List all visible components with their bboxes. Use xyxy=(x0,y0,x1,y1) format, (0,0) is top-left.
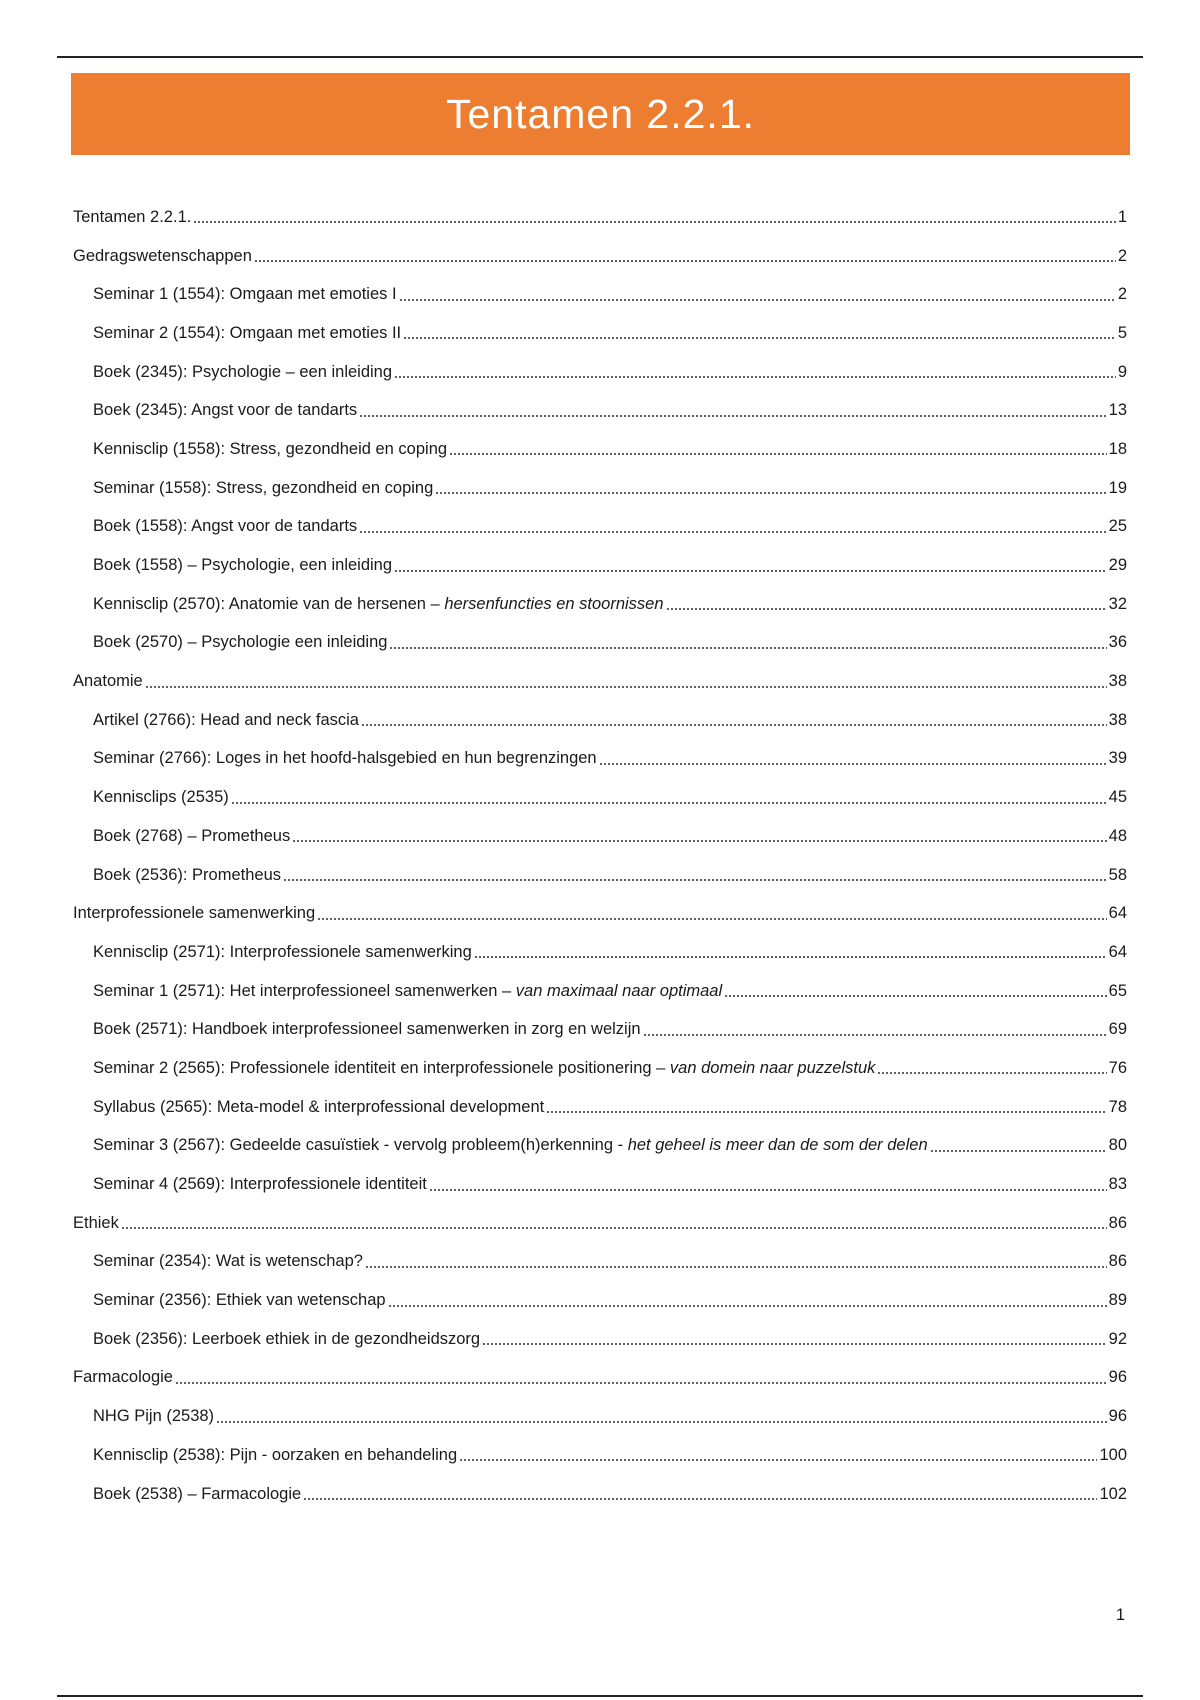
toc-dot-leader xyxy=(724,993,1106,999)
toc-entry-title: Boek (1558): Angst voor de tandarts xyxy=(93,517,358,536)
toc-entry-label xyxy=(93,401,357,420)
toc-page-number: 76 xyxy=(1108,1058,1127,1077)
toc-entry-title: Seminar (2766): Loges in het hoofd-halsgebied en hun begrenzingen xyxy=(93,749,597,768)
toc-page-number: 80 xyxy=(1108,1136,1127,1155)
toc-subsection-entry[interactable] xyxy=(73,469,1127,508)
toc-page-number: 102 xyxy=(1099,1484,1127,1503)
toc-entry-label xyxy=(93,285,397,304)
toc-entry-title: Seminar 1 (1554): Omgaan met emoties I xyxy=(93,285,397,304)
toc-entry-title: Seminar 1 (2571): Het interprofessioneel samenwerken – xyxy=(93,981,516,1000)
toc-page-number: 69 xyxy=(1108,1020,1127,1039)
toc-page-number: 83 xyxy=(1108,1175,1127,1194)
toc-subsection-entry[interactable] xyxy=(73,314,1127,353)
toc-entry-title: Boek (2538) – Farmacologie xyxy=(93,1484,302,1503)
toc-dot-leader xyxy=(459,1457,1097,1463)
toc-page-number: 1 xyxy=(1117,207,1127,226)
toc-dot-leader xyxy=(643,1032,1107,1038)
toc-page-number: 58 xyxy=(1108,865,1127,884)
toc-subsection-entry[interactable] xyxy=(73,1436,1127,1475)
toc-entry-label xyxy=(93,1059,875,1078)
toc-page-number: 86 xyxy=(1108,1252,1127,1271)
toc-dot-leader xyxy=(403,335,1116,341)
toc-entry-label xyxy=(93,440,447,459)
toc-page-number: 78 xyxy=(1108,1097,1127,1116)
toc-dot-leader xyxy=(482,1341,1107,1347)
toc-page-number: 92 xyxy=(1108,1329,1127,1348)
toc-dot-leader xyxy=(599,761,1107,767)
toc-dot-leader xyxy=(292,838,1106,844)
toc-entry-label xyxy=(93,556,392,575)
toc-page-number: 65 xyxy=(1108,981,1127,1000)
toc-dot-leader xyxy=(666,606,1107,612)
toc-subsection-entry[interactable] xyxy=(73,508,1127,547)
toc-dot-leader xyxy=(303,1496,1097,1502)
toc-entry-label xyxy=(93,1020,641,1039)
toc-dot-leader xyxy=(389,645,1106,651)
toc-dot-leader xyxy=(394,374,1116,380)
toc-entry-label xyxy=(93,827,290,846)
toc-page-number: 38 xyxy=(1108,710,1127,729)
toc-dot-leader xyxy=(359,529,1106,535)
toc-entry-title: Seminar (1558): Stress, gezondheid en coping xyxy=(93,478,434,497)
toc-entry-label xyxy=(93,1136,928,1155)
toc-section-entry[interactable] xyxy=(73,662,1127,701)
toc-page-number: 39 xyxy=(1108,749,1127,768)
toc-entry-label xyxy=(93,788,229,807)
toc-subsection-entry[interactable] xyxy=(73,778,1127,817)
toc-subsection-entry[interactable] xyxy=(73,1243,1127,1282)
toc-page-number: 2 xyxy=(1117,285,1127,304)
toc-dot-leader xyxy=(145,684,1107,690)
toc-dot-leader xyxy=(359,413,1106,419)
toc-dot-leader xyxy=(388,1303,1107,1309)
toc-dot-leader xyxy=(399,297,1116,303)
toc-page-number: 13 xyxy=(1108,401,1127,420)
toc-subsection-entry[interactable] xyxy=(73,1475,1127,1514)
toc-entry-label xyxy=(93,943,472,962)
toc-entry-subtitle: van maximaal naar optimaal xyxy=(515,981,723,1000)
toc-entry-label xyxy=(93,1291,386,1310)
toc-page-number: 45 xyxy=(1108,788,1127,807)
toc-dot-leader xyxy=(254,258,1116,264)
page-number: 1 xyxy=(1115,1606,1125,1624)
toc-dot-leader xyxy=(877,1070,1106,1076)
toc-entry-label xyxy=(93,595,664,614)
toc-section-entry[interactable] xyxy=(73,1204,1127,1243)
toc-dot-leader xyxy=(283,877,1107,883)
toc-entry-title: Interprofessionele samenwerking xyxy=(73,904,316,923)
toc-dot-leader xyxy=(435,490,1106,496)
toc-subsection-entry[interactable] xyxy=(73,701,1127,740)
toc-entry-label xyxy=(93,1446,457,1465)
toc-subsection-entry[interactable] xyxy=(73,972,1127,1011)
toc-page-number: 64 xyxy=(1108,942,1127,961)
toc-entry-subtitle: van domein naar puzzelstuk xyxy=(669,1058,876,1077)
toc-entry-title: Farmacologie xyxy=(73,1368,173,1387)
toc-entry-label xyxy=(73,247,252,266)
toc-entry-title: Syllabus (2565): Meta-model & interprofessional development xyxy=(93,1097,545,1116)
toc-subsection-entry[interactable] xyxy=(73,1088,1127,1127)
toc-entry-title: Seminar (2354): Wat is wetenschap? xyxy=(93,1252,363,1271)
toc-entry-title: Anatomie xyxy=(73,672,143,691)
toc-subsection-entry[interactable] xyxy=(73,1397,1127,1436)
toc-entry-title: NHG Pijn (2538) xyxy=(93,1407,215,1426)
toc-entry-title: Kennisclip (2570): Anatomie van de hersenen – xyxy=(93,594,445,613)
toc-dot-leader xyxy=(474,954,1107,960)
document-title: Tentamen 2.2.1. xyxy=(445,90,756,137)
toc-page-number: 96 xyxy=(1108,1407,1127,1426)
toc-dot-leader xyxy=(546,1109,1106,1115)
toc-entry-title: Kennisclip (2538): Pijn - oorzaken en behandeling xyxy=(93,1445,458,1464)
toc-section-entry[interactable] xyxy=(73,1359,1127,1398)
toc-entry-label xyxy=(93,324,401,343)
toc-entry-label xyxy=(93,1485,301,1504)
toc-entry-label xyxy=(93,711,359,730)
toc-subsection-entry[interactable] xyxy=(73,1320,1127,1359)
toc-subsection-entry[interactable] xyxy=(73,546,1127,585)
toc-entry-subtitle: het geheel is meer dan de som der delen xyxy=(627,1136,928,1155)
toc-page-number: 2 xyxy=(1117,246,1127,265)
toc-dot-leader xyxy=(231,800,1107,806)
toc-page-number: 5 xyxy=(1117,323,1127,342)
toc-entry-title: Kennisclip (1558): Stress, gezondheid en coping xyxy=(93,439,448,458)
toc-entry-title: Kennisclip (2571): Interprofessionele samenwerking xyxy=(93,942,472,961)
toc-entry-label xyxy=(93,517,357,536)
toc-page-number: 96 xyxy=(1108,1368,1127,1387)
toc-entry-label xyxy=(93,1252,363,1271)
toc-section-entry[interactable] xyxy=(73,198,1127,237)
toc-page-number: 32 xyxy=(1108,594,1127,613)
toc-entry-title: Boek (2345): Angst voor de tandarts xyxy=(93,401,358,420)
toc-entry-title: Seminar (2356): Ethiek van wetenschap xyxy=(93,1291,386,1310)
toc-entry-label xyxy=(73,672,143,691)
toc-page-number: 9 xyxy=(1117,362,1127,381)
top-rule xyxy=(57,56,1143,58)
toc-page-number: 86 xyxy=(1108,1213,1127,1232)
toc-entry-label xyxy=(73,1214,119,1233)
toc-entry-title: Tentamen 2.2.1. xyxy=(73,207,192,226)
toc-entry-subtitle: hersenfuncties en stoornissen xyxy=(444,594,664,613)
toc-entry-title: Boek (2345): Psychologie – een inleiding xyxy=(93,362,393,381)
toc-subsection-entry[interactable] xyxy=(73,1127,1127,1166)
toc-entry-label xyxy=(93,866,281,885)
toc-entry-title: Boek (2571): Handboek interprofessioneel samenwerken in zorg en welzijn xyxy=(93,1020,641,1039)
toc-entry-title: Boek (2356): Leerboek ethiek in de gezondheidszorg xyxy=(93,1329,481,1348)
toc-entry-label xyxy=(73,208,191,227)
toc-subsection-entry[interactable] xyxy=(73,1049,1127,1088)
toc-subsection-entry[interactable] xyxy=(73,1165,1127,1204)
toc-subsection-entry[interactable] xyxy=(73,933,1127,972)
toc-entry-label xyxy=(93,1175,427,1194)
toc-page-number: 38 xyxy=(1108,672,1127,691)
toc-page-number: 64 xyxy=(1108,904,1127,923)
toc-subsection-entry[interactable] xyxy=(73,353,1127,392)
toc-dot-leader xyxy=(216,1419,1107,1425)
toc-dot-leader xyxy=(317,916,1107,922)
toc-entry-label xyxy=(73,904,315,923)
toc-entry-label xyxy=(73,1368,173,1387)
toc-subsection-entry[interactable] xyxy=(73,430,1127,469)
toc-entry-title: Seminar 4 (2569): Interprofessionele identiteit xyxy=(93,1175,427,1194)
toc-subsection-entry[interactable] xyxy=(73,740,1127,779)
toc-entry-label xyxy=(93,982,722,1001)
toc-entry-label xyxy=(93,633,387,652)
toc-page-number: 29 xyxy=(1108,556,1127,575)
toc-section-entry[interactable] xyxy=(73,237,1127,276)
toc-subsection-entry[interactable] xyxy=(73,391,1127,430)
table-of-contents xyxy=(73,198,1127,1513)
toc-entry-label xyxy=(93,363,392,382)
toc-page-number: 25 xyxy=(1108,517,1127,536)
toc-page-number: 19 xyxy=(1108,478,1127,497)
toc-entry-title: Ethiek xyxy=(73,1213,119,1232)
toc-subsection-entry[interactable] xyxy=(73,585,1127,624)
toc-entry-title: Gedragswetenschappen xyxy=(73,246,252,265)
toc-entry-label xyxy=(93,749,597,768)
toc-page-number: 48 xyxy=(1108,826,1127,845)
toc-entry-title: Boek (2570) – Psychologie een inleiding xyxy=(93,633,388,652)
toc-subsection-entry[interactable] xyxy=(73,1010,1127,1049)
toc-dot-leader xyxy=(930,1148,1107,1154)
toc-entry-label xyxy=(93,1407,214,1426)
toc-section-entry[interactable] xyxy=(73,894,1127,933)
toc-entry-title: Kennisclips (2535) xyxy=(93,788,229,807)
toc-entry-title: Boek (1558) – Psychologie, een inleiding xyxy=(93,556,393,575)
toc-subsection-entry[interactable] xyxy=(73,856,1127,895)
title-banner xyxy=(71,73,1130,155)
toc-subsection-entry[interactable] xyxy=(73,1281,1127,1320)
toc-dot-leader xyxy=(394,568,1107,574)
toc-page-number: 100 xyxy=(1099,1445,1127,1464)
toc-subsection-entry[interactable] xyxy=(73,817,1127,856)
toc-page-number: 18 xyxy=(1108,439,1127,458)
toc-entry-title: Seminar 3 (2567): Gedeelde casuïstiek - vervolg probleem(h)erkenning - xyxy=(93,1136,628,1155)
toc-dot-leader xyxy=(365,1264,1107,1270)
toc-entry-title: Artikel (2766): Head and neck fascia xyxy=(93,710,359,729)
toc-dot-leader xyxy=(121,1225,1107,1231)
toc-subsection-entry[interactable] xyxy=(73,624,1127,663)
toc-page-number: 89 xyxy=(1108,1291,1127,1310)
toc-dot-leader xyxy=(193,219,1115,225)
toc-dot-leader xyxy=(175,1380,1107,1386)
bottom-rule xyxy=(57,1695,1143,1697)
toc-entry-label xyxy=(93,1330,480,1349)
toc-entry-title: Boek (2768) – Prometheus xyxy=(93,826,291,845)
toc-dot-leader xyxy=(361,722,1107,728)
toc-entry-label xyxy=(93,479,433,498)
toc-dot-leader xyxy=(449,451,1107,457)
toc-dot-leader xyxy=(429,1187,1107,1193)
toc-subsection-entry[interactable] xyxy=(73,275,1127,314)
toc-entry-title: Seminar 2 (2565): Professionele identiteit en interprofessionele positionering – xyxy=(93,1058,670,1077)
toc-entry-title: Seminar 2 (1554): Omgaan met emoties II xyxy=(93,323,402,342)
toc-entry-title: Boek (2536): Prometheus xyxy=(93,865,282,884)
toc-page-number: 36 xyxy=(1108,633,1127,652)
toc-entry-label xyxy=(93,1098,544,1117)
